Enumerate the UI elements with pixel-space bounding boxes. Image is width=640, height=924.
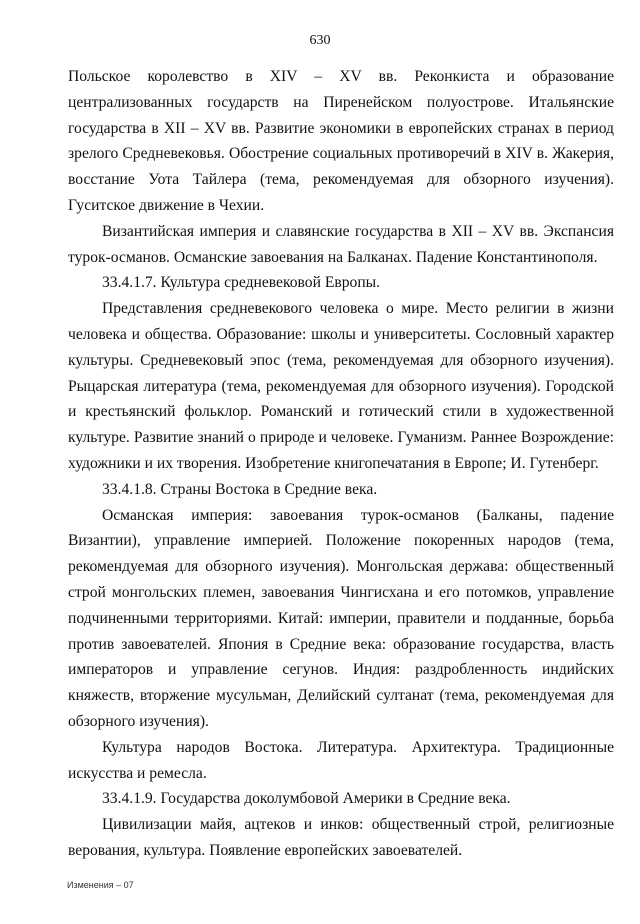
paragraph: Османская империя: завоевания турок-османов (Балканы, падение Византии), управление империей. Положение покоренных народов (тема, рекомендуемая для обзорного изучения). Монгольская держава: общественный строй монгольских племен, завоевания Чингисхана и его потомков, управление подчиненными территориями. Китай: империи, правители и подданные, борьба против завоевателей. Япония в Средние века: образование государства, власть императоров и управление сегунов. Индия: раздробленность индийских княжеств, вторжение мусульман, Делийский султанат (тема, рекомендуемая для обзорного изучения). [68,506,614,730]
paragraph: Представления средневекового человека о мире. Место религии в жизни человека и общества. Образование: школы и университеты. Сословный характер культуры. Средневековый эпос (тема, рекомендуемая для обзорного изучения). Рыцарская литература (тема, рекомендуемая для обзорного изучения). Городской и крестьянский фольклор. Романский и готический стили в художественной культуре. Развитие знаний о природе и человеке. Гуманизм. Раннее Возрождение: художники и их творения. Изобретение книгопечатания в Европе; И. Гутенберг. [68,300,614,472]
section-heading: 33.4.1.7. Культура средневековой Европы. [102,274,381,292]
section-heading: 33.4.1.9. Государства доколумбовой Америки в Средние века. [102,790,511,808]
paragraph: Польское королевство в XIV – XV вв. Реконкиста и образование централизованных государств на Пиренейском полуострове. Итальянские государства в XII – XV вв. Развитие экономики в европейских странах в период зрелого Средневековья. Обострение социальных противоречий в XIV в. Жакерия, восстание Уота Тайлера (тема, рекомендуемая для обзорного изучения). Гуситское движение в Чехии. [68,68,614,214]
paragraph: Византийская империя и славянские государства в XII – XV вв. Экспансия турок-османов. Османские завоевания на Балканах. Падение Константинополя. [68,222,614,266]
paragraph: Культура народов Востока. Литература. Архитектура. Традиционные искусства и ремесла. [68,738,614,782]
page-number: 630 [309,33,331,48]
footer-note: Изменения – 07 [67,880,134,890]
document-body [68,64,614,864]
paragraph: Цивилизации майя, ацтеков и инков: общественный строй, религиозные верования, культура. Появление европейских завоевателей. [68,816,614,859]
section-heading: 33.4.1.8. Страны Востока в Средние века. [102,480,378,498]
